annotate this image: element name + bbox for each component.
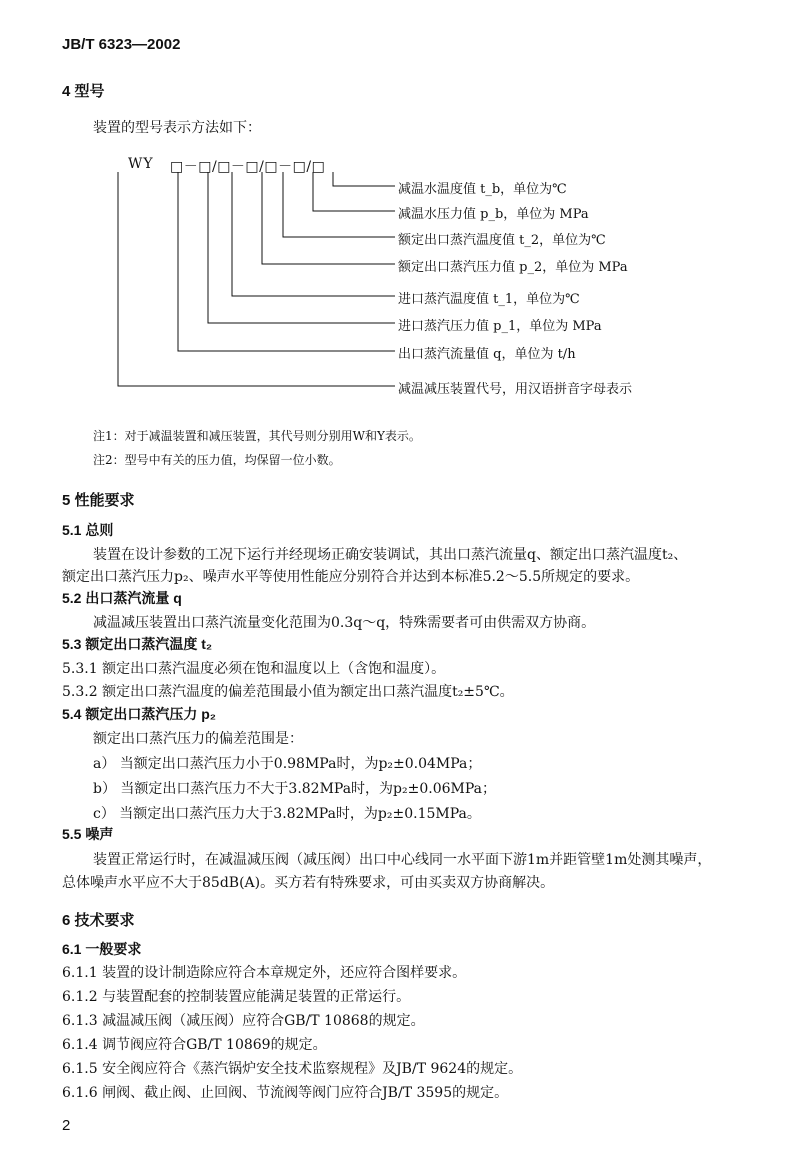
section-6-1-item: 6.1.2 与装置配套的控制装置应能满足装置的正常运行。 <box>62 989 411 1005</box>
model-part: － <box>278 159 293 175</box>
section-5-title: 5 性能要求 <box>62 492 135 509</box>
section-4-title: 4 型号 <box>62 83 105 100</box>
section-5-5-text: 总体噪声水平应不大于85dB(A)。买方若有特殊要求，可由买卖双方协商解决。 <box>62 875 555 891</box>
model-part: □ <box>245 159 260 175</box>
legend-item: 额定出口蒸汽压力值 p_2，单位为 MPa <box>398 260 628 275</box>
legend-item: 减温水压力值 p_b，单位为 MPa <box>398 207 589 222</box>
section-6-1-item: 6.1.6 闸阀、截止阀、止回阀、节流阀等阀门应符合JB/T 3595的规定。 <box>62 1085 509 1101</box>
section-4-intro: 装置的型号表示方法如下： <box>93 120 261 136</box>
model-part: / <box>211 159 218 175</box>
section-5-1-title: 5.1 总则 <box>62 522 114 538</box>
note-1: 注1：对于减温装置和减压装置，其代号则分别用W和Y表示。 <box>93 429 421 443</box>
standard-code: JB/T 6323—2002 <box>62 36 181 53</box>
model-prefix: WY <box>128 156 154 172</box>
legend-item: 进口蒸汽温度值 t_1，单位为℃ <box>398 292 580 307</box>
model-part: □ <box>311 159 326 175</box>
model-part: □ <box>217 159 231 175</box>
note-2: 注2：型号中有关的压力值，均保留一位小数。 <box>93 453 341 467</box>
model-part: □ <box>264 159 279 175</box>
legend-item: 减温水温度值 t_b，单位为℃ <box>398 182 567 197</box>
section-6-title: 6 技术要求 <box>62 912 135 929</box>
section-5-4-intro: 额定出口蒸汽压力的偏差范围是： <box>93 731 303 747</box>
section-6-1-item: 6.1.3 减温减压阀（减压阀）应符合GB/T 10868的规定。 <box>62 1013 425 1029</box>
section-5-3-1: 5.3.1 额定出口蒸汽温度必须在饱和温度以上（含饱和温度）。 <box>62 661 446 677</box>
section-5-5-text: 装置正常运行时，在减温减压阀（减压阀）出口中心线同一水平面下游1m并距管壁1m处测其噪声， <box>93 852 712 868</box>
section-5-3-2: 5.3.2 额定出口蒸汽温度的偏差范围最小值为额定出口蒸汽温度t₂±5℃。 <box>62 684 514 700</box>
model-part: □ <box>170 159 184 175</box>
section-5-2-text: 减温减压装置出口蒸汽流量变化范围为0.3q～q，特殊需要者可由供需双方协商。 <box>93 615 596 631</box>
section-5-4-item-a: a） 当额定出口蒸汽压力小于0.98MPa时，为p₂±0.04MPa； <box>93 756 482 772</box>
section-5-5-title: 5.5 噪声 <box>62 826 114 842</box>
model-part: / <box>306 159 312 175</box>
legend-item: 减温减压装置代号，用汉语拼音字母表示 <box>398 382 633 397</box>
model-part: / <box>259 159 265 175</box>
legend-item: 出口蒸汽流量值 q，单位为 t/h <box>398 347 576 362</box>
model-part: □ <box>292 159 307 175</box>
section-6-1-title: 6.1 一般要求 <box>62 941 142 957</box>
legend-item: 额定出口蒸汽温度值 t_2，单位为℃ <box>398 233 606 248</box>
section-5-1-text: 额定出口蒸汽压力p₂、噪声水平等使用性能应分别符合并达到本标准5.2～5.5所规定的要求。 <box>62 569 640 585</box>
model-part: － <box>230 159 246 175</box>
section-6-1-item: 6.1.4 调节阀应符合GB/T 10869的规定。 <box>62 1037 327 1053</box>
section-5-4-title: 5.4 额定出口蒸汽压力 p₂ <box>62 706 217 722</box>
model-part: － <box>183 159 199 175</box>
page-number: 2 <box>62 1117 71 1134</box>
section-5-4-item-b: b） 当额定出口蒸汽压力不大于3.82MPa时，为p₂±0.06MPa； <box>93 781 497 797</box>
model-part: □ <box>198 159 212 175</box>
section-5-3-title: 5.3 额定出口蒸汽温度 t₂ <box>62 636 213 652</box>
section-5-1-text: 装置在设计参数的工况下运行并经现场正确安装调试，其出口蒸汽流量q、额定出口蒸汽温度t₂、 <box>93 547 688 563</box>
section-6-1-item: 6.1.5 安全阀应符合《蒸汽锅炉安全技术监察规程》及JB/T 9624的规定。 <box>62 1061 523 1077</box>
section-5-2-title: 5.2 出口蒸汽流量 q <box>62 590 182 606</box>
legend-item: 进口蒸汽压力值 p_1，单位为 MPa <box>398 319 602 334</box>
section-6-1-item: 6.1.1 装置的设计制造除应符合本章规定外，还应符合图样要求。 <box>62 965 467 981</box>
section-5-4-item-c: c） 当额定出口蒸汽压力大于3.82MPa时，为p₂±0.15MPa。 <box>93 806 481 822</box>
